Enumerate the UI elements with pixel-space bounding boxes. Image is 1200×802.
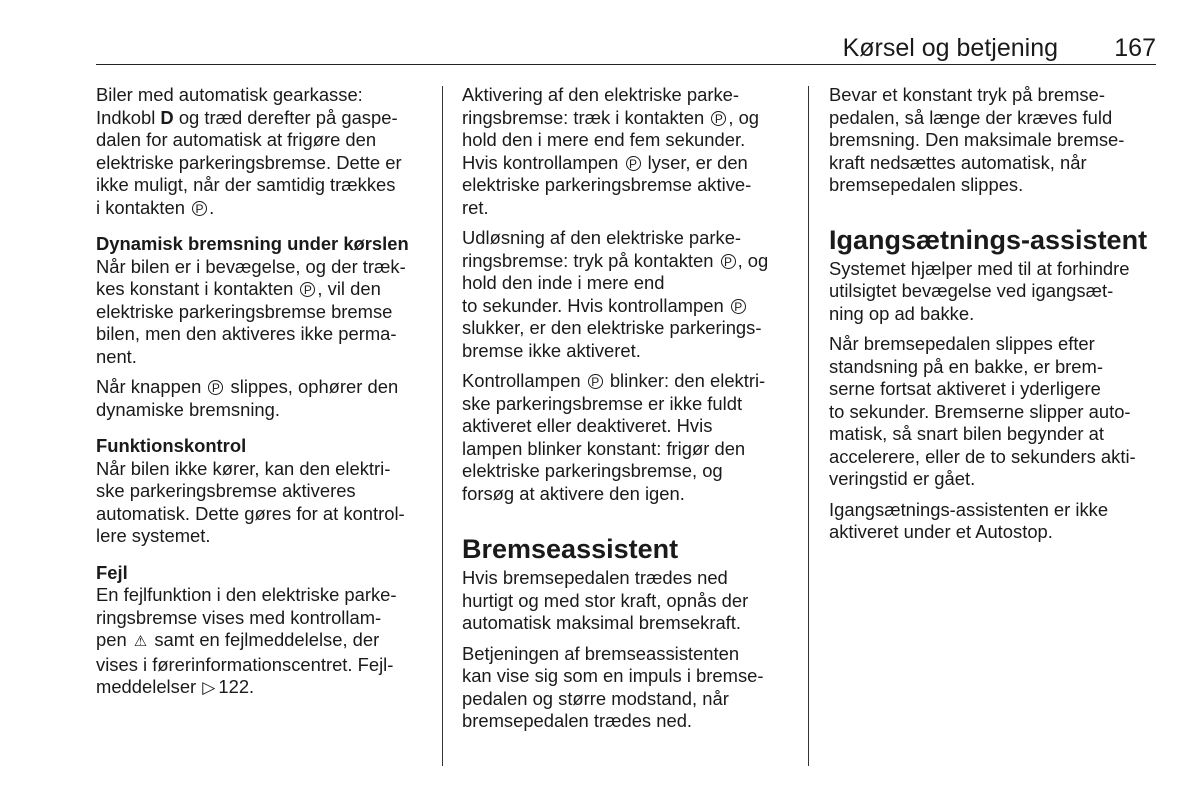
- text-line: kan vise sig som en impuls i bremse-: [462, 665, 764, 686]
- text-line: hold den inde i mere end: [462, 272, 665, 293]
- text-line: ske parkeringsbremse er ikke fuldt: [462, 392, 743, 414]
- text-line: [96, 107, 428, 130]
- text-line: automatisk. Dette gøres for at kontrol-: [96, 502, 405, 524]
- parking-brake-icon: P: [588, 374, 603, 389]
- paragraph-fault: [96, 584, 428, 700]
- text-line: nent.: [96, 345, 137, 367]
- text-line: lampen blinker konstant: frigør den: [462, 437, 746, 459]
- heading-brake-assist: Bremseassistent: [462, 534, 679, 564]
- text-line: serne fortsat aktiveret i yderligere: [829, 378, 1101, 399]
- text-fragment: , vil den: [317, 278, 381, 299]
- text-line: to sekunder. Bremserne slipper auto-: [829, 400, 1131, 422]
- text-fragment: Hvis kontrollampen: [462, 151, 624, 173]
- column-middle: [462, 84, 794, 741]
- text-line: elektriske parkeringsbremse aktive-: [462, 174, 752, 195]
- text-line: dynamiske bremsning.: [96, 398, 280, 420]
- text-line: [96, 278, 428, 301]
- text-line: elektriske parkeringsbremse, og: [462, 460, 723, 481]
- text-line: hurtigt og med stor kraft, opnås der: [462, 589, 749, 611]
- text-fragment: Kontrollampen: [462, 370, 586, 391]
- brake-fault-icon: ⚠: [133, 633, 148, 650]
- paragraph-function-check: [96, 458, 428, 548]
- text-line: hold den i mere end fem sekunder.: [462, 129, 746, 150]
- text-line: ret.: [462, 196, 489, 218]
- parking-brake-icon: P: [626, 156, 641, 171]
- text-line: Udløsning af den elektriske parke-: [462, 227, 742, 248]
- text-fragment: meddelelser: [96, 676, 202, 697]
- paragraph-brake-assist: [462, 567, 794, 635]
- text-line: bilen, men den aktiveres ikke perma-: [96, 323, 397, 344]
- paragraph-constant-pressure: [829, 84, 1161, 197]
- subheading-fault: Fejl: [96, 561, 128, 583]
- paragraph-button-release: [96, 376, 428, 421]
- text-fragment: samt en fejlmeddelelse, der: [149, 629, 380, 650]
- text-line: bremse ikke aktiveret.: [462, 339, 641, 361]
- text-line: ikke muligt, når der samtidig trækkes: [96, 174, 396, 195]
- column-divider: [442, 86, 443, 766]
- chapter-title: Kørsel og betjening: [842, 34, 1058, 62]
- text-line: dalen for automatisk at frigøre den: [96, 129, 377, 150]
- paragraph-hill-start-release: [829, 333, 1161, 491]
- text-line: En fejlfunktion i den elektriske parke-: [96, 584, 397, 605]
- text-line: ske parkeringsbremse aktiveres: [96, 480, 356, 501]
- text-line: aktiveret under et Autostop.: [829, 521, 1053, 542]
- text-line: Når bilen ikke kører, kan den elektri-: [96, 457, 391, 479]
- text-fragment: ringsbremse: tryk på kontakten: [462, 249, 719, 271]
- text-fragment: Når knappen: [96, 376, 207, 397]
- page-reference-link[interactable]: 122.: [218, 676, 255, 697]
- text-line: aktiveret eller deaktiveret. Hvis: [462, 415, 713, 436]
- text-fragment: Indkobl: [96, 106, 161, 128]
- text-line: Hvis bremsepedalen trædes ned: [462, 567, 728, 588]
- text-line: Når bilen er i bevægelse, og der træk-: [96, 255, 406, 277]
- text-line: matisk, så snart bilen begynder at: [829, 423, 1104, 444]
- text-line: veringstid er gået.: [829, 468, 976, 489]
- heading-hill-start-assist: Igangsætnings-assistent: [829, 224, 1148, 255]
- parking-brake-icon: P: [721, 254, 736, 269]
- text-line: [462, 295, 794, 318]
- text-line: [462, 107, 794, 130]
- text-line: lere systemet.: [96, 525, 211, 546]
- text-line: Betjeningen af bremseassistenten: [462, 642, 740, 664]
- column-right: [829, 84, 1161, 552]
- paragraph-brake-assist-operation: [462, 643, 794, 733]
- text-line: Biler med automatisk gearkasse:: [96, 84, 363, 105]
- parking-brake-icon: P: [731, 299, 746, 314]
- paragraph-autostop: [829, 499, 1161, 544]
- paragraph-hill-start-system: [829, 258, 1161, 326]
- text-line: Når bremsepedalen slippes efter: [829, 333, 1095, 354]
- text-fragment: to sekunder. Hvis kontrollampen: [462, 294, 729, 316]
- text-line: standsning på en bakke, er brem-: [829, 355, 1103, 377]
- paragraph-activation: [462, 84, 794, 219]
- text-line: [462, 152, 794, 175]
- parking-brake-icon: P: [208, 380, 223, 395]
- paragraph-automatic-gearbox: [96, 84, 428, 219]
- column-left: [96, 84, 428, 708]
- gear-d-label: D: [160, 106, 174, 128]
- text-line: Igangsætnings-assistenten er ikke: [829, 498, 1109, 520]
- text-line: elektriske parkeringsbremse bremse: [96, 300, 393, 322]
- text-fragment: slippes, ophører den: [225, 376, 399, 397]
- text-line: ringsbremse vises med kontrollam-: [96, 606, 382, 628]
- text-fragment: .: [209, 196, 215, 218]
- text-line: vises i førerinformationscentret. Fejl-: [96, 653, 394, 675]
- paragraph-dynamic-braking: [96, 256, 428, 369]
- page-header: [96, 34, 1156, 65]
- text-line: elektriske parkeringsbremse. Dette er: [96, 151, 402, 173]
- text-line: bremsepedalen slippes.: [829, 174, 1024, 195]
- text-fragment: , og: [728, 106, 760, 128]
- text-fragment: lyser, er den: [642, 151, 748, 173]
- parking-brake-icon: P: [711, 111, 726, 126]
- parking-brake-icon: P: [192, 201, 207, 216]
- text-line: [462, 370, 794, 393]
- text-line: Systemet hjælper med til at forhindre: [829, 257, 1130, 279]
- page-reference-icon: ▷: [202, 678, 216, 697]
- text-line: [96, 376, 428, 399]
- text-fragment: pen: [96, 629, 132, 650]
- text-line: Aktivering af den elektriske parke-: [462, 84, 740, 105]
- text-line: [96, 629, 428, 654]
- text-line: pedalen og større modstand, når: [462, 687, 729, 709]
- text-fragment: og træd derefter på gaspe-: [173, 106, 398, 128]
- text-fragment: ringsbremse: træk i kontakten: [462, 106, 710, 128]
- text-line: bremsepedalen trædes ned.: [462, 710, 693, 731]
- text-line: utilsigtet bevægelse ved igangsæt-: [829, 280, 1114, 301]
- page-number: 167: [1114, 34, 1156, 62]
- text-line: automatisk maksimal bremsekraft.: [462, 612, 742, 633]
- text-line: bremsning. Den maksimale bremse-: [829, 129, 1125, 150]
- subheading-function-check: Funktionskontrol: [96, 435, 247, 456]
- text-line: accelerere, eller de to sekunders akti-: [829, 445, 1136, 467]
- text-line: forsøg at aktivere den igen.: [462, 482, 685, 504]
- text-line: Bevar et konstant tryk på bremse-: [829, 84, 1105, 105]
- text-fragment: blinker: den elektri-: [604, 370, 766, 391]
- text-fragment: i kontakten: [96, 196, 191, 218]
- paragraph-lamp-flashing: [462, 370, 794, 505]
- text-line: ning op ad bakke.: [829, 302, 975, 324]
- column-divider: [808, 86, 809, 766]
- subheading-dynamic-braking: Dynamisk bremsning under kørslen: [96, 233, 409, 254]
- text-line: [462, 250, 794, 273]
- text-line: kraft nedsættes automatisk, når: [829, 151, 1087, 173]
- text-line: [96, 676, 428, 700]
- text-fragment: , og: [737, 249, 769, 271]
- parking-brake-icon: P: [300, 282, 315, 297]
- text-line: slukker, er den elektriske parkerings-: [462, 317, 762, 338]
- text-line: pedalen, så længe der kræves fuld: [829, 106, 1113, 128]
- paragraph-release: [462, 227, 794, 362]
- text-line: [96, 197, 428, 220]
- text-fragment: kes konstant i kontakten: [96, 278, 299, 299]
